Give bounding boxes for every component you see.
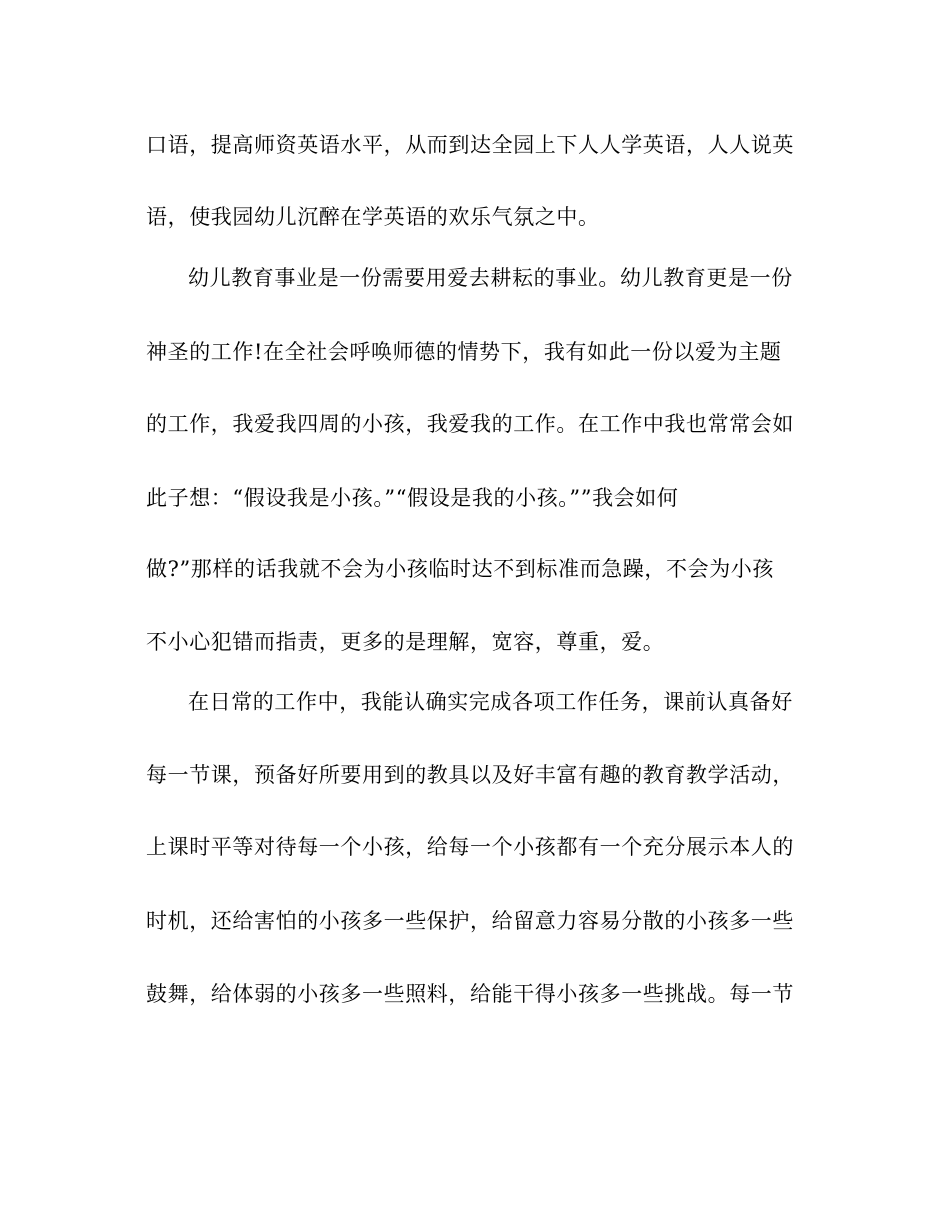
text-line: 的工作，我爱我四周的小孩，我爱我的工作。在工作中我也常常会如 [146,412,794,436]
text-line: 做?”那样的话我就不会为小孩临时达不到标准而急躁，不会为小孩 [146,557,774,581]
text-line: 每一节课，预备好所要用到的教具以及好丰富有趣的教育教学活动， [146,763,794,787]
text-line: 语，使我园幼儿沉醉在学英语的欢乐气氛之中。 [146,205,600,229]
paragraph-first-line: 幼儿教育事业是一份需要用爱去耕耘的事业。幼儿教育更是一份 [188,266,793,290]
text-line: 上课时平等对待每一个小孩，给每一个小孩都有一个充分展示本人的 [146,835,794,859]
text-line: 鼓舞，给体弱的小孩多一些照料，给能干得小孩多一些挑战。每一节 [146,982,794,1006]
text-line: 神圣的工作!在全社会呼唤师德的情势下，我有如此一份以爱为主题 [146,340,782,364]
text-line: 不小心犯错而指责，更多的是理解，宽容，尊重，爱。 [146,630,665,654]
paragraph-first-line: 在日常的工作中，我能认确实完成各项工作任务，课前认真备好 [188,690,793,714]
text-line: 口语，提高师资英语水平，从而到达全园上下人人学英语，人人说英 [146,133,794,157]
text-line: 时机，还给害怕的小孩多一些保护，给留意力容易分散的小孩多一些 [146,909,794,933]
text-line: 此子想：“假设我是小孩。”“假设是我的小孩。””我会如何 [146,486,679,510]
